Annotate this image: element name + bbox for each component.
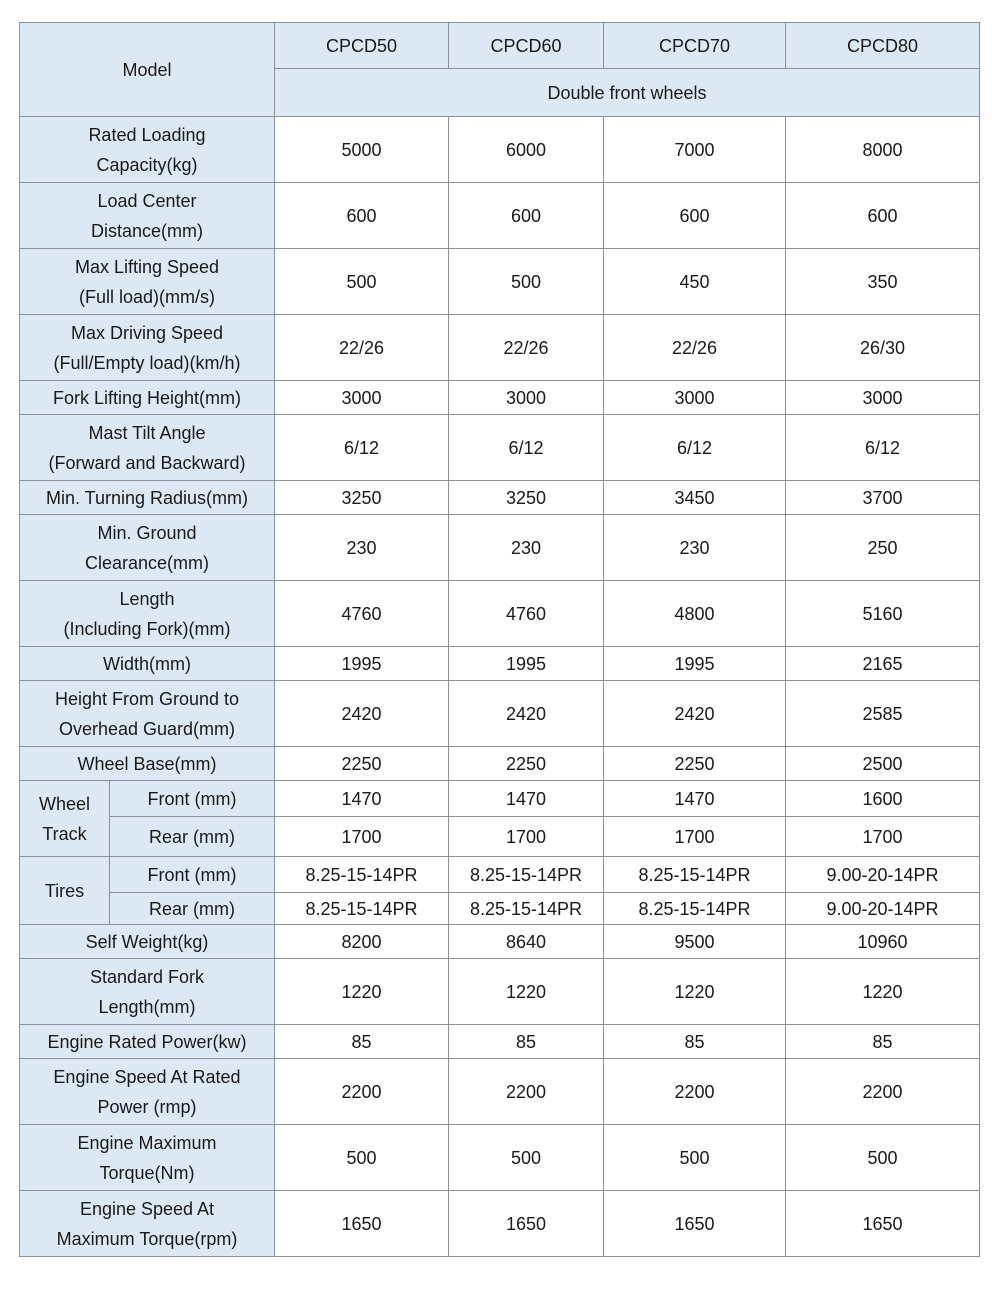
value-cell: 1995 xyxy=(604,647,786,681)
row-label-text: Rated Loading xyxy=(88,124,206,145)
table-row xyxy=(20,1059,980,1125)
table-row xyxy=(20,481,980,515)
value-cell: 4800 xyxy=(604,581,786,647)
table-row xyxy=(20,581,980,647)
value-cell: 1220 xyxy=(786,959,980,1025)
value-cell: 3450 xyxy=(604,481,786,515)
row-label-text: Engine Maximum xyxy=(77,1132,217,1153)
value-cell: 3250 xyxy=(449,481,604,515)
row-label xyxy=(20,381,275,415)
value-cell: 8200 xyxy=(275,925,449,959)
row-label xyxy=(20,481,275,515)
row-label-text: Torque(Nm) xyxy=(99,1162,195,1183)
row-label-text: Power (rmp) xyxy=(97,1096,197,1117)
value-cell: 2200 xyxy=(275,1059,449,1125)
value-cell: 4760 xyxy=(275,581,449,647)
wheel-track-label xyxy=(20,781,110,857)
row-label-text: Capacity(kg) xyxy=(96,154,198,175)
table-row xyxy=(20,747,980,781)
value-cell: 450 xyxy=(604,249,786,315)
value-cell: 2420 xyxy=(449,681,604,747)
row-label-text: Max Driving Speed xyxy=(70,322,224,343)
value-cell: 85 xyxy=(275,1025,449,1059)
value-cell: 1600 xyxy=(786,781,980,817)
value-cell: 8.25-15-14PR xyxy=(275,857,449,893)
row-label-text: (Full load)(mm/s) xyxy=(78,286,215,307)
value-cell: 350 xyxy=(786,249,980,315)
value-cell: 8640 xyxy=(449,925,604,959)
value-cell: 500 xyxy=(786,1125,980,1191)
value-cell: 600 xyxy=(275,183,449,249)
value-cell: 2250 xyxy=(275,747,449,781)
row-label-text: Min. Turning Radius(mm) xyxy=(45,487,249,508)
value-cell: 7000 xyxy=(604,117,786,183)
value-cell: 5000 xyxy=(275,117,449,183)
row-label-text: Fork Lifting Height(mm) xyxy=(52,387,242,408)
value-cell: 2250 xyxy=(449,747,604,781)
spec-table xyxy=(19,22,980,1257)
row-label-text: Self Weight(kg) xyxy=(85,931,209,952)
value-cell: 2500 xyxy=(786,747,980,781)
model-name-cpcd60: CPCD60 xyxy=(449,23,604,69)
value-cell: 3000 xyxy=(275,381,449,415)
wheel-track-label-text: Track xyxy=(42,823,87,844)
value-cell: 500 xyxy=(449,249,604,315)
value-cell: 1700 xyxy=(604,817,786,857)
value-cell: 22/26 xyxy=(449,315,604,381)
value-cell: 8.25-15-14PR xyxy=(275,893,449,925)
table-row xyxy=(20,1125,980,1191)
table-row xyxy=(20,925,980,959)
value-cell: 2420 xyxy=(604,681,786,747)
row-label-text: Standard Fork xyxy=(89,966,205,987)
value-cell: 26/30 xyxy=(786,315,980,381)
sub-label-front: Front (mm) xyxy=(110,781,275,817)
row-label xyxy=(20,1191,275,1257)
value-cell: 6000 xyxy=(449,117,604,183)
value-cell: 2200 xyxy=(449,1059,604,1125)
value-cell: 500 xyxy=(275,249,449,315)
header-row xyxy=(20,23,980,69)
row-label-text: Overhead Guard(mm) xyxy=(58,718,236,739)
value-cell: 22/26 xyxy=(275,315,449,381)
row-label xyxy=(20,1059,275,1125)
value-cell: 3000 xyxy=(786,381,980,415)
value-cell: 6/12 xyxy=(604,415,786,481)
row-label xyxy=(20,415,275,481)
sub-label-rear: Rear (mm) xyxy=(110,817,275,857)
row-label-text: Load Center xyxy=(97,190,197,211)
table-row xyxy=(20,315,980,381)
row-label-text: Max Lifting Speed xyxy=(74,256,220,277)
row-label xyxy=(20,581,275,647)
value-cell: 1650 xyxy=(786,1191,980,1257)
model-name-cpcd50: CPCD50 xyxy=(275,23,449,69)
value-cell: 85 xyxy=(786,1025,980,1059)
row-label xyxy=(20,747,275,781)
value-cell: 9.00-20-14PR xyxy=(786,857,980,893)
row-label xyxy=(20,315,275,381)
row-label-text: Engine Speed At xyxy=(79,1198,215,1219)
value-cell: 6/12 xyxy=(786,415,980,481)
value-cell: 1470 xyxy=(275,781,449,817)
subheader: Double front wheels xyxy=(275,69,980,117)
value-cell: 6/12 xyxy=(275,415,449,481)
value-cell: 2250 xyxy=(604,747,786,781)
value-cell: 1220 xyxy=(449,959,604,1025)
value-cell: 9.00-20-14PR xyxy=(786,893,980,925)
value-cell: 230 xyxy=(449,515,604,581)
value-cell: 230 xyxy=(275,515,449,581)
value-cell: 1220 xyxy=(604,959,786,1025)
row-label xyxy=(20,515,275,581)
row-label-text: (Including Fork)(mm) xyxy=(63,618,231,639)
value-cell: 6/12 xyxy=(449,415,604,481)
row-label-text: Clearance(mm) xyxy=(84,552,210,573)
value-cell: 500 xyxy=(604,1125,786,1191)
value-cell: 3000 xyxy=(604,381,786,415)
row-label-text: Length xyxy=(119,588,175,609)
value-cell: 230 xyxy=(604,515,786,581)
sub-label-front: Front (mm) xyxy=(110,857,275,893)
table-row xyxy=(20,381,980,415)
value-cell: 2200 xyxy=(786,1059,980,1125)
value-cell: 1700 xyxy=(449,817,604,857)
value-cell: 2585 xyxy=(786,681,980,747)
table-row xyxy=(20,781,980,817)
table-row xyxy=(20,1191,980,1257)
table-row xyxy=(20,647,980,681)
value-cell: 5160 xyxy=(786,581,980,647)
value-cell: 1650 xyxy=(275,1191,449,1257)
value-cell: 1650 xyxy=(604,1191,786,1257)
row-label xyxy=(20,959,275,1025)
row-label xyxy=(20,681,275,747)
value-cell: 8.25-15-14PR xyxy=(449,857,604,893)
value-cell: 2420 xyxy=(275,681,449,747)
value-cell: 9500 xyxy=(604,925,786,959)
row-label-text: Min. Ground xyxy=(97,522,197,543)
table-row xyxy=(20,117,980,183)
value-cell: 1995 xyxy=(275,647,449,681)
value-cell: 2165 xyxy=(786,647,980,681)
model-header: Model xyxy=(20,23,275,117)
table-row xyxy=(20,959,980,1025)
model-name-cpcd80: CPCD80 xyxy=(786,23,980,69)
value-cell: 22/26 xyxy=(604,315,786,381)
table-row xyxy=(20,857,980,893)
value-cell: 3000 xyxy=(449,381,604,415)
value-cell: 1470 xyxy=(449,781,604,817)
value-cell: 8.25-15-14PR xyxy=(604,857,786,893)
value-cell: 85 xyxy=(449,1025,604,1059)
value-cell: 1650 xyxy=(449,1191,604,1257)
table-row xyxy=(20,515,980,581)
value-cell: 500 xyxy=(275,1125,449,1191)
value-cell: 500 xyxy=(449,1125,604,1191)
table-row xyxy=(20,249,980,315)
row-label-text: Engine Speed At Rated xyxy=(53,1066,241,1087)
row-label xyxy=(20,117,275,183)
row-label xyxy=(20,1125,275,1191)
value-cell: 85 xyxy=(604,1025,786,1059)
value-cell: 4760 xyxy=(449,581,604,647)
value-cell: 1700 xyxy=(275,817,449,857)
value-cell: 8000 xyxy=(786,117,980,183)
table-row xyxy=(20,415,980,481)
value-cell: 600 xyxy=(449,183,604,249)
tires-label xyxy=(20,857,110,925)
value-cell: 8.25-15-14PR xyxy=(449,893,604,925)
row-label xyxy=(20,1025,275,1059)
table-row xyxy=(20,183,980,249)
value-cell: 3250 xyxy=(275,481,449,515)
sub-label-rear: Rear (mm) xyxy=(110,893,275,925)
row-label xyxy=(20,183,275,249)
value-cell: 10960 xyxy=(786,925,980,959)
row-label-text: (Full/Empty load)(km/h) xyxy=(53,352,241,373)
row-label-text: Distance(mm) xyxy=(90,220,203,241)
value-cell: 1700 xyxy=(786,817,980,857)
table-row xyxy=(20,893,980,925)
row-label-text: (Forward and Backward) xyxy=(48,452,246,473)
table-row xyxy=(20,681,980,747)
value-cell: 2200 xyxy=(604,1059,786,1125)
row-label-text: Mast Tilt Angle xyxy=(88,422,206,443)
value-cell: 1220 xyxy=(275,959,449,1025)
row-label-text: Width(mm) xyxy=(103,653,191,674)
value-cell: 1470 xyxy=(604,781,786,817)
table-row xyxy=(20,817,980,857)
row-label-text: Height From Ground to xyxy=(54,688,240,709)
row-label-text: Maximum Torque(rpm) xyxy=(56,1228,238,1249)
table-row xyxy=(20,1025,980,1059)
row-label xyxy=(20,249,275,315)
model-name-cpcd70: CPCD70 xyxy=(604,23,786,69)
value-cell: 8.25-15-14PR xyxy=(604,893,786,925)
row-label xyxy=(20,925,275,959)
row-label-text: Engine Rated Power(kw) xyxy=(47,1031,247,1052)
value-cell: 1995 xyxy=(449,647,604,681)
value-cell: 600 xyxy=(604,183,786,249)
row-label-text: Wheel Base(mm) xyxy=(77,753,217,774)
tires-label-text: Tires xyxy=(44,880,85,901)
spec-table-body xyxy=(20,23,980,1257)
value-cell: 250 xyxy=(786,515,980,581)
value-cell: 3700 xyxy=(786,481,980,515)
row-label xyxy=(20,647,275,681)
row-label-text: Length(mm) xyxy=(98,996,196,1017)
wheel-track-label-text: Wheel xyxy=(38,793,91,814)
value-cell: 600 xyxy=(786,183,980,249)
